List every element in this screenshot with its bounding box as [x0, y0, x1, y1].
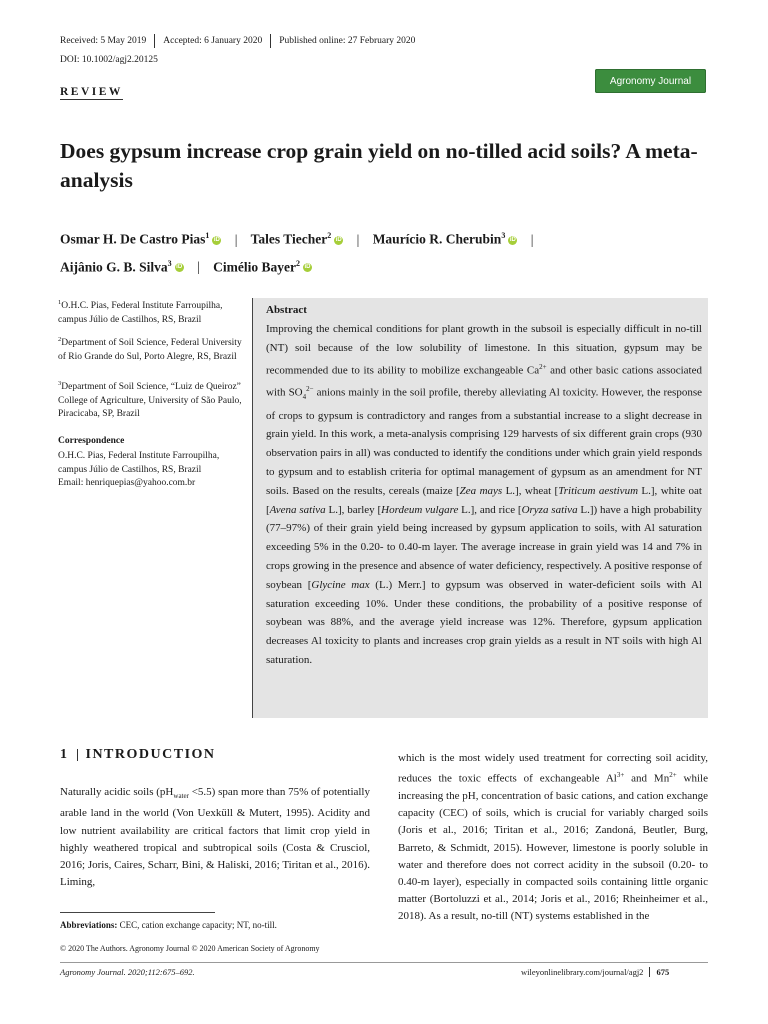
intro-column-2: which is the most widely used treatment for correcting soil acidity, reduces the toxic effects of exchangeable $Al^{3+}$ and $Mn^{2+}$ while increasing the pH, concentration of basic cations, and cation exchange capacity (CEC) of soils, which is crucial for variably charged soils (Joris et al., 2016; Tiritan et al., 2016; Zandoná, Beutler, Burg, Barreto, & Schmidt, 2015). However, limestone is poorly soluble in water and therefore does not correct acidity in the subsoil (0.20- to 0.40-m layer), especially in compacted soils containing little organic matter (Bortoluzzi et al., 2014; Joris et al., 2016; Rheinheimer et al., 2018). As a result, no-till (NT) systems established in the: [398, 752, 708, 923]
journal-badge[interactable]: Agronomy Journal: [595, 69, 706, 93]
affiliation-number: 1: [58, 299, 62, 306]
author-affiliation: 2: [327, 231, 332, 240]
article-dates: [60, 34, 415, 48]
affiliation-text: O.H.C. Pias, Federal Institute Farroupilha, campus Júlio de Castilhos, RS, Brazil: [58, 301, 223, 325]
author-affiliation: 2: [295, 258, 300, 268]
section-heading-introduction: [60, 747, 216, 763]
abstract-text: Improving the chemical conditions for plant growth in the subsoil is especially difficult in no-till (NT) soil because of the low solubility of limestone. In this situation, gypsum may be recommended due to its ability to mobilize exchangeable $Ca^{2+}$ and other basic cations associated with $SO_4^{2-}$ anions mainly in the soil profile, thereby alleviating Al toxicity. However, the response of crops to gypsum is contradictory and ranges from a substantial increase to a slight decrease in grain yield. In this work, a meta-analysis comprising 129 harvests of six different grain crops (930 observation pairs in all) was conducted to identify the conditions under which grain yield responds to gypsum and to establish criteria for optimal management of gypsum as an amendment for NT soils. Based on the results, cereals (maize [Zea mays L.], wheat [Triticum aestivum L.], white oat [Avena sativa L.], barley [Hordeum vulgare L.], and rice [Oryza sativa L.]) have a high probability (77–97%) of their grain yield being increased by gypsum application to soils, with Al saturation exceeding 5% in the 0.20- to 0.40-m layer. The average increase in grain yield was 14 and 7% in crops growing in the presence and absence of water deficiency, respectively. A positive response of soybean [Glycine max (L.) Merr.] to gypsum was observed in water-deficient soils with Al saturation exceeding 10%. Under these conditions, the probability of a positive response of soybean was 88%, and the average yield increase was 12%. Therefore, gypsum application decreases Al toxicity to plants and increases crop grain yields as a result in NT soils with high Al saturation.: [266, 323, 703, 667]
divider: [270, 34, 271, 48]
copyright: © 2020 The Authors. Agronomy Journal © 2020 American Society of Agronomy: [60, 944, 320, 953]
footer-rule: [60, 962, 708, 963]
section-number: 1: [60, 747, 69, 762]
section-title: INTRODUCTION: [85, 747, 216, 762]
author-separator: |: [356, 231, 360, 247]
affiliation-text: Department of Soil Science, Federal University of Rio Grande do Sul, Porto Alegre, RS, Brazil: [58, 338, 242, 362]
affiliation-1: [58, 296, 243, 327]
received-date: Received: 5 May 2019: [60, 36, 147, 46]
divider: [154, 34, 155, 48]
citation: Agronomy Journal. 2020;112:675–692.: [60, 967, 195, 977]
page-number: 675: [656, 967, 670, 977]
author-separator: |: [530, 231, 534, 247]
author-affiliation: 3: [501, 231, 506, 240]
correspondence-address: O.H.C. Pias, Federal Institute Farroupilha, campus Júlio de Castilhos, RS, Brazil: [58, 451, 220, 475]
divider: [77, 749, 78, 761]
author-name[interactable]: Tales Tiecher: [250, 231, 328, 247]
article-title: Does gypsum increase crop grain yield on no-tilled acid soils? A meta-analysis: [60, 139, 698, 192]
doi[interactable]: DOI: 10.1002/agj2.20125: [60, 55, 158, 65]
correspondence: [58, 450, 248, 491]
correspondence-heading: Correspondence: [58, 436, 125, 446]
affiliation-number: 2: [58, 336, 62, 343]
footnote-rule: [60, 912, 215, 913]
affiliation-text: Department of Soil Science, “Luiz de Queiroz” College of Agriculture, University of São Paulo, Piracicaba, SP, Brazil: [58, 382, 242, 420]
article-type: REVIEW: [60, 86, 123, 98]
published-date: Published online: 27 February 2020: [279, 36, 416, 46]
orcid-icon[interactable]: iD: [335, 236, 342, 243]
abstract-heading: Abstract: [266, 304, 307, 316]
footer-right: [521, 967, 669, 977]
affiliation-2: [58, 333, 243, 364]
intro-column-1: Naturally acidic soils $(pH_{water} <5.5)$ span more than 75% of potentially arable land in the world (Von Uexküll & Mutert, 1995). Acidity and low nutrient availability are critical factors that limit crop yield in highly weathered tropical and subtropical soils (Costa & Crusciol, 2016; Joris, Caires, Scharr, Bini, & Haliski, 2016; Tiritan et al., 2016). Liming,: [60, 786, 370, 889]
divider: [649, 967, 650, 977]
author-name[interactable]: Maurício R. Cherubin: [372, 231, 502, 247]
author-name[interactable]: Osmar H. De Castro Pias: [60, 231, 206, 247]
affiliation-3: [58, 377, 243, 422]
accepted-date: Accepted: 6 January 2020: [163, 36, 263, 46]
author-line-2: [60, 252, 720, 280]
journal-url[interactable]: wileyonlinelibrary.com/journal/agj2: [521, 967, 644, 977]
author-separator: |: [234, 231, 238, 247]
author-list: [60, 224, 720, 279]
author-line-1: [60, 224, 720, 252]
affiliation-number: 3: [58, 380, 62, 387]
author-name[interactable]: Cimélio Bayer: [213, 259, 296, 274]
author-affiliation: 3: [167, 258, 172, 268]
orcid-icon[interactable]: iD: [509, 236, 516, 243]
orcid-icon[interactable]: iD: [176, 264, 183, 271]
author-name[interactable]: Aijânio G. B. Silva: [60, 259, 168, 274]
orcid-icon[interactable]: iD: [213, 236, 220, 243]
author-separator: |: [197, 259, 200, 274]
orcid-icon[interactable]: iD: [304, 264, 311, 271]
author-affiliation: 1: [205, 231, 210, 240]
abbreviations-footnote: Abbreviations: CEC, cation exchange capacity; NT, no-till.: [60, 920, 277, 930]
correspondence-email[interactable]: Email: henriquepias@yahoo.com.br: [58, 478, 196, 488]
